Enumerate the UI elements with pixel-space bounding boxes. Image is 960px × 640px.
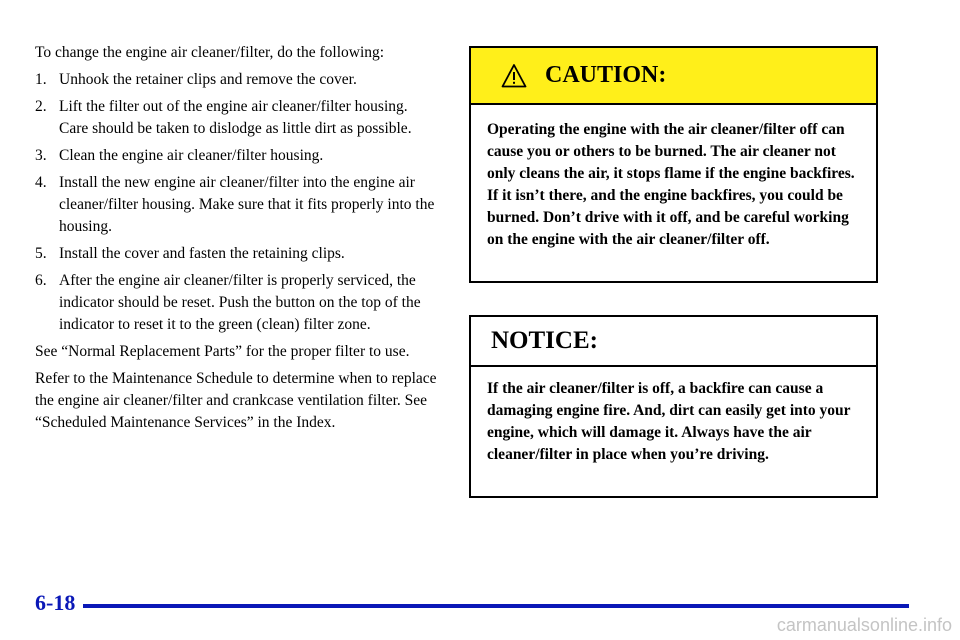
- step-number: 5.: [35, 245, 47, 262]
- maintenance-schedule-paragraph: Refer to the Maintenance Schedule to determine when to replace the engine air cleaner/filter and crankcase ventilation filter. See “Scheduled Maintenance Services” in the Index.: [35, 370, 437, 431]
- intro-text: To change the engine air cleaner/filter, do the following:: [35, 44, 385, 61]
- notice-box: [469, 315, 878, 498]
- step-number: 4.: [35, 174, 47, 191]
- footer-rule: [83, 604, 909, 608]
- notice-text: If the air cleaner/filter is off, a backfire can cause a damaging engine fire. And, dirt can easily get into your engine, which will damage it. Always have the air cleaner/filter in place when you’re driving.: [487, 380, 851, 463]
- instructions-column: [35, 42, 440, 439]
- replacement-parts-paragraph: See “Normal Replacement Parts” for the proper filter to use.: [35, 343, 410, 360]
- notice-title: NOTICE:: [491, 327, 598, 354]
- step-text: Install the cover and fasten the retaining clips.: [59, 245, 345, 262]
- page-number: 6-18: [35, 590, 76, 615]
- caution-text: Operating the engine with the air cleaner/filter off can cause you or others to be burned. The air cleaner not only cleans the air, it stops flame if the engine backfires. If it isn’t there, and the engine backfires, you could be burned. Don’t drive with it off, and be careful working on the engine with the air cleaner/filter off.: [487, 121, 855, 248]
- step-text: Lift the filter out of the engine air cleaner/filter housing. Care should be taken to dislodge as little dirt as possible.: [59, 98, 412, 137]
- step-item: [35, 69, 440, 91]
- step-text: Unhook the retainer clips and remove the cover.: [59, 71, 357, 88]
- step-item: [35, 243, 440, 265]
- notice-header: [471, 317, 876, 367]
- warning-triangle-icon: [501, 63, 527, 89]
- caution-header: [471, 48, 876, 105]
- step-number: 2.: [35, 98, 47, 115]
- step-text: Clean the engine air cleaner/filter housing.: [59, 147, 324, 164]
- page-footer: [35, 590, 875, 620]
- caution-box: [469, 46, 878, 283]
- step-item: [35, 172, 440, 238]
- step-item: [35, 270, 440, 336]
- step-text: Install the new engine air cleaner/filter into the engine air cleaner/filter housing. Make sure that it fits properly into the housing.: [59, 174, 435, 235]
- step-number: 3.: [35, 147, 47, 164]
- caution-title: CAUTION:: [545, 62, 667, 88]
- watermark: carmanualsonline.info: [776, 615, 952, 635]
- step-number: 1.: [35, 71, 47, 88]
- step-item: [35, 145, 440, 167]
- step-number: 6.: [35, 272, 47, 289]
- step-item: [35, 96, 440, 140]
- step-text: After the engine air cleaner/filter is properly serviced, the indicator should be reset. Push the button on the top of the indicator to reset it to the green (clean) filter zone.: [59, 272, 421, 333]
